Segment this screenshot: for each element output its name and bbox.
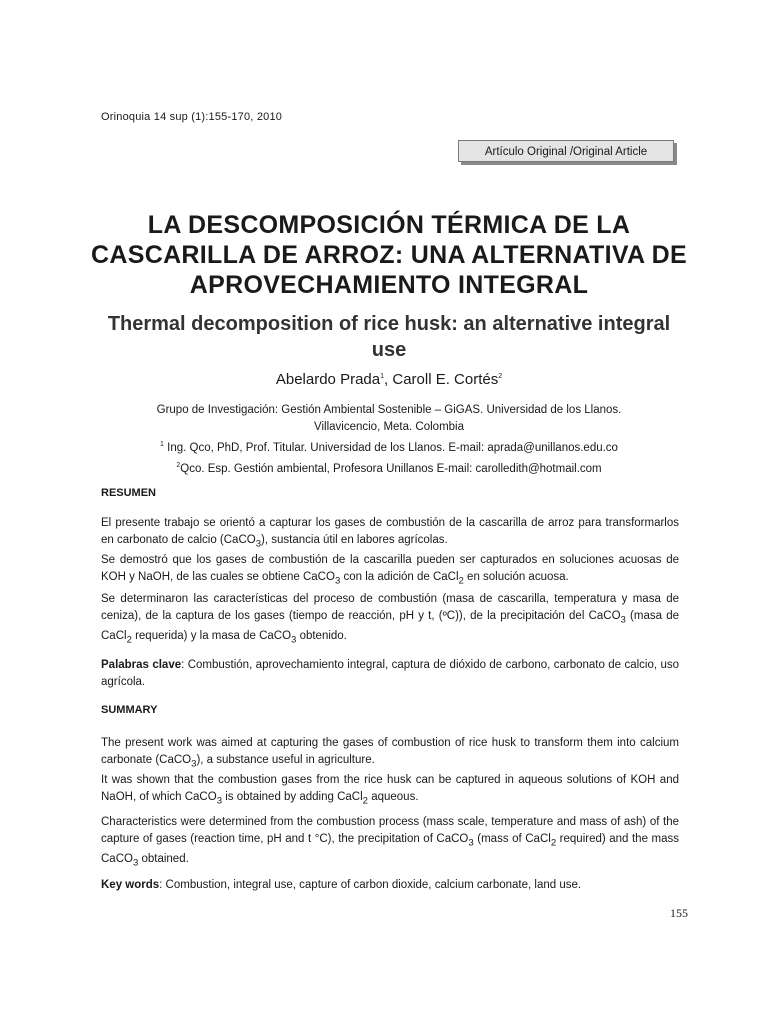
affiliation-1-text: Ing. Qco, PhD, Prof. Titular. Universidad de los Llanos. E-mail: aprada@unillanos.edu.co [163,441,618,454]
subscript: 3 [334,575,341,587]
text-run: Se determinaron las características del proceso de combustión (masa de cascarilla, temperatura y masa de ceniza), de la captura de los gases (tiempo de reacción, pH y t, (ºC)), de la precipitación del CaCO [101,593,679,622]
subscript: 3 [132,857,139,869]
author-1: Abelardo Prada [275,371,381,388]
subscript: 3 [620,613,626,625]
affiliation-2-sup: 2 [176,461,181,469]
text-run: en solución acuosa. [463,570,569,583]
text-run: obtenido. [296,630,347,643]
title-english: Thermal decomposition of rice husk: an alternative integral use [107,313,671,361]
text-run: (mass of CaCl [473,832,551,845]
journal-citation: Orinoquia 14 sup (1):155-170, 2010 [101,111,283,123]
title-spanish: LA DESCOMPOSICIÓN TÉRMICA DE LA CASCARILLA DE ARROZ: UNA ALTERNATIVA DE APROVECHAMIENTO INTEGRAL [91,211,687,299]
affiliation-2-text: Qco. Esp. Gestión ambiental, Profesora Unillanos E-mail: carolledith@hotmail.com [180,462,602,475]
text-run: is obtained by adding CaCl [222,790,363,803]
affiliation-group: Grupo de Investigación: Gestión Ambiental Sostenible – GiGAS. Universidad de los Llanos. [156,404,622,416]
text-run: con la adición de CaCl [340,570,459,583]
subscript: 3 [255,537,262,549]
affiliation-2 [90,457,688,478]
text-run: El presente trabajo se orientó a capturar los gases de combustión de la cascarilla de arroz para transformarlos en carbonato de calcio (CaCO [101,517,679,546]
palabras-clave [101,657,679,690]
affiliation-1-sup: 1 [160,441,164,448]
author-line [90,371,688,388]
text-run: obtained. [138,853,189,866]
resumen-paragraph-2 [101,591,679,649]
subscript: 2 [458,575,464,587]
author-separator: , [384,371,393,388]
page-number: 155 [670,906,688,920]
summary-paragraph-2 [101,814,679,872]
article-type-badge: Artículo Original /Original Article [458,140,674,162]
subscript: 2 [362,795,368,807]
affiliation-1 [90,436,688,457]
keywords-label-en: Key words [101,879,160,891]
text-run: It was shown that the combustion gases from the rice husk can be captured in aqueous solutions of KOH and NaOH, of which CaCO [101,774,679,803]
keywords-text-en: : Combustion, integral use, capture of carbon dioxide, calcium carbonate, land use. [159,879,582,891]
text-run: ), a substance useful in agriculture. [196,753,375,766]
text-run: aqueous. [368,790,419,803]
author-2-sup: 2 [498,373,503,380]
text-run: (masa de CaCl [101,609,679,643]
key-words [101,877,679,894]
author-1-sup: 1 [380,373,385,380]
affiliation-city: Villavicencio, Meta. Colombia [314,421,464,433]
subscript: 3 [216,795,223,807]
summary-paragraph-1 [101,735,679,810]
text-run: The present work was aimed at capturing the gases of combustion of rice husk to transform them into calcium carbonate (CaCO [101,737,679,766]
subscript: 2 [550,836,557,848]
resumen-heading: RESUMEN [101,487,157,499]
subscript: 2 [126,634,132,646]
keywords-label-es: Palabras clave [101,659,182,671]
text-run: Se demostró que los gases de combustión de la cascarilla pueden ser capturados en soluciones acuosas de KOH y NaOH, de las cuales se obtiene CaCO [101,554,679,583]
text-run: Characteristics were determined from the combustion process (mass scale, temperature and mass of ash) of the capture of gases (reaction time, pH and t °C), the precipitation of CaCO [101,816,679,845]
author-2: Caroll E. Cortés [392,371,499,388]
affiliations [90,402,688,478]
subscript: 3 [291,634,297,646]
text-run: ), sustancia útil en labores agrícolas. [261,533,448,546]
subscript: 3 [191,757,197,769]
summary-heading: SUMMARY [101,704,158,716]
resumen-paragraph-1 [101,515,679,590]
text-run: required) and the mass CaCO [101,832,679,866]
subscript: 3 [468,836,474,848]
text-run: requerida) y la masa de CaCO [131,630,292,643]
keywords-text-es: : Combustión, aprovechamiento integral, captura de dióxido de carbono, carbonato de calcio, uso agrícola. [101,659,679,688]
